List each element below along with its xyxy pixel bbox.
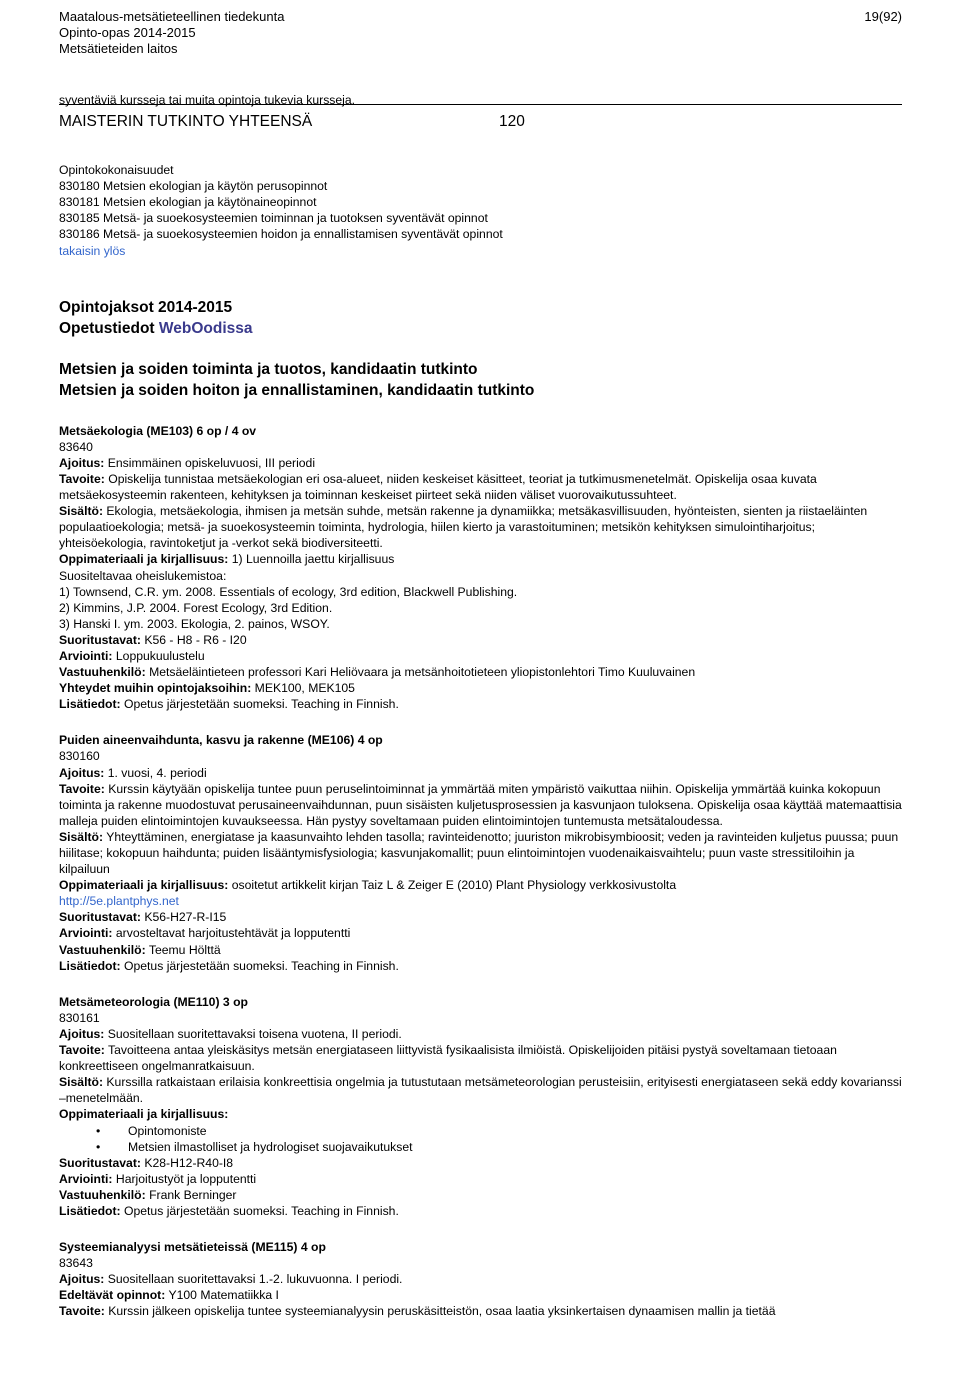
back-to-top-link[interactable]: takaisin ylös — [59, 243, 126, 258]
list-item: • Metsien ilmastolliset ja hydrologiset suojavaikutukset — [59, 1139, 902, 1155]
course-title: Puiden aineenvaihdunta, kasvu ja rakenne (ME106) 4 op — [59, 733, 383, 748]
module-item: 830185 Metsä- ja suoekosysteemien toiminnan ja tuotoksen syventävät opinnot — [59, 211, 488, 226]
course-goal: Tavoite: Kurssin käytyään opiskelija tuntee puun peruselintoiminnat ja ymmärtää miten ympäristö vaikuttaa niihin. Opiskelija ymmärtää kuinka kokopuun toiminta ja rakenne muodostuvat perusaineenvaihdunnan, puun sisäisten kuljetusprosessien ja kasvunjaon tuloksena. Opiskelija osaa käyttää matemaattisia malleja puiden elintoimintojen kuvaukseessa. Hän pystyy soveltamaan puiden elintoimintojen tuntemusta metsätaloudessa. — [59, 781, 902, 828]
course-title: Metsämeteorologia (ME110) 3 op — [59, 994, 248, 1009]
module-item: 830180 Metsien ekologian ja käytön perusopinnot — [59, 179, 328, 194]
course-connections: Yhteydet muihin opintojaksoihin: MEK100, MEK105 — [59, 681, 355, 696]
study-modules — [59, 162, 902, 259]
course-goal: Tavoite: Opiskelija tunnistaa metsäekologian eri osa-alueet, niiden keskeiset käsitteet, teoriat ja tutkimusmenetelmät. Opiskelija osaa kuvata metsäekosysteemin rakenteen, kehityksen ja toiminnan keskeiset piirteet sekä niiden väliset vuorovaikutussuhteet. — [59, 471, 817, 503]
module-item: 830181 Metsien ekologian ja käytönaineopinnot — [59, 195, 317, 210]
course-content: Sisältö: Kurssilla ratkaistaan erilaisia konkreettisia ongelmia ja tutustutaan metsämeteorologian perusteisiin, erityisesti energiataseen sekä eddy kovarianssi –menetelmään. — [59, 1075, 902, 1106]
course-code: 83643 — [59, 1256, 93, 1271]
course-title: Metsäekologia (ME103) 6 op / 4 ov — [59, 423, 257, 438]
course-timing: Ajoitus: Suositellaan suoritettavaksi toisena vuotena, II periodi. — [59, 1026, 402, 1041]
course-title: Systeemianalyysi metsätieteissä (ME115) 4 op — [59, 1240, 326, 1255]
course-puiden-aineenvaihdunta — [59, 732, 902, 973]
header-divider — [59, 104, 902, 105]
course-completion: Suoritustavat: K56-H27-R-I15 — [59, 910, 227, 925]
study-modules-title: Opintokokonaisuudet — [59, 163, 174, 178]
course-completion: Suoritustavat: K28-H12-R40-I8 — [59, 1155, 234, 1170]
degree-total — [59, 112, 902, 132]
page-content — [59, 92, 902, 1320]
header-faculty: Maatalous-metsätieteellinen tiedekunta — [59, 9, 285, 24]
course-assessment: Arviointi: Loppukuulustelu — [59, 648, 205, 663]
course-timing: Ajoitus: Ensimmäinen opiskeluvuosi, III periodi — [59, 455, 316, 470]
course-additional-info: Lisätiedot: Opetus järjestetään suomeksi. Teaching in Finnish. — [59, 1203, 399, 1218]
course-goal: Tavoite: Kurssin jälkeen opiskelija tuntee systeemianalyysin peruskäsitteistön, osaa laatia yksinkertaisen dynaamisen mallin ja tietää — [59, 1304, 776, 1319]
intro-text: syventäviä kursseja tai muita opintoja tukevia kursseja. — [59, 93, 356, 107]
courses-title: Opintojaksot 2014-2015 — [59, 298, 233, 316]
reference-item: 2) Kimmins, J.P. 2004. Forest Ecology, 3rd Edition. — [59, 600, 333, 615]
course-timing: Ajoitus: 1. vuosi, 4. periodi — [59, 765, 207, 780]
degree-total-value: 120 — [499, 113, 525, 131]
programs-heading — [59, 359, 902, 401]
course-additional-info: Lisätiedot: Opetus järjestetään suomeksi. Teaching in Finnish. — [59, 697, 399, 712]
module-item: 830186 Metsä- ja suoekosysteemien hoidon ja ennallistamisen syventävät opinnot — [59, 227, 503, 242]
list-item: • Opintomoniste — [59, 1123, 902, 1139]
reference-item: 1) Townsend, C.R. ym. 2008. Essentials of ecology, 3rd edition, Blackwell Publishing. — [59, 584, 518, 599]
program-title: Metsien ja soiden hoiton ja ennallistaminen, kandidaatin tutkinto — [59, 381, 535, 399]
course-completion: Suoritustavat: K56 - H8 - R6 - I20 — [59, 632, 247, 647]
course-code: 830160 — [59, 749, 100, 764]
teaching-info-label: Opetustiedot — [59, 319, 155, 337]
plantphys-link[interactable]: http://5e.plantphys.net — [59, 894, 179, 909]
recommended-reading-label: Suositeltavaa oheislukemistoa: — [59, 568, 227, 583]
course-metsaekologia — [59, 423, 902, 713]
header-guide: Opinto-opas 2014-2015 — [59, 25, 196, 40]
course-goal: Tavoite: Tavoitteena antaa yleiskäsitys metsän energiataseen liittyvistä fysikaalisista ilmiöistä. Opiskelijoiden pitäisi pystyä soveltamaan tietoaan konkreettiseen ongelmanratkaisuun. — [59, 1043, 837, 1074]
program-title: Metsien ja soiden toiminta ja tuotos, kandidaatin tutkinto — [59, 360, 478, 378]
course-code: 830161 — [59, 1010, 100, 1025]
page-header — [59, 9, 902, 57]
course-content: Sisältö: Ekologia, metsäekologia, ihmisen ja metsän suhde, metsän rakenne ja dynamiikka; metsäkasvillisuuden, hyönteisten, sienten ja riistaeläinten populaatioekologia; metsä- ja suoekosysteemin toiminta, hydrologia, hiilen kierto ja varastoituminen; metsikön kehityksen simulointiharjoitus; yhteisöekologia, ravintoketjut ja -verkot sekä biodiversiteetti. — [59, 504, 868, 551]
weboodi-link[interactable]: WebOodissa — [158, 319, 253, 337]
degree-total-label: MAISTERIN TUTKINTO YHTEENSÄ — [59, 113, 313, 131]
course-assessment: Arviointi: arvosteltavat harjoitustehtävät ja lopputentti — [59, 926, 351, 941]
materials-list — [59, 1123, 902, 1155]
course-materials: Oppimateriaali ja kirjallisuus: 1) Luennoilla jaettu kirjallisuus — [59, 552, 395, 567]
teaching-info-line — [59, 318, 902, 339]
course-responsible: Vastuuhenkilö: Metsäeläintieteen professori Kari Heliövaara ja metsänhoitotieteen yliopistonlehtori Timo Kuuluvainen — [59, 665, 696, 680]
course-prerequisites: Edeltävät opinnot: Y100 Matematiikka I — [59, 1288, 279, 1303]
course-responsible: Vastuuhenkilö: Frank Berninger — [59, 1187, 237, 1202]
course-responsible: Vastuuhenkilö: Teemu Hölttä — [59, 942, 221, 957]
course-assessment: Arviointi: Harjoitustyöt ja lopputentti — [59, 1171, 257, 1186]
course-materials-label: Oppimateriaali ja kirjallisuus: — [59, 1107, 229, 1122]
header-department: Metsätieteiden laitos — [59, 41, 178, 56]
courses-heading — [59, 297, 902, 339]
course-metsameteorologia — [59, 994, 902, 1219]
course-code: 83640 — [59, 439, 93, 454]
reference-item: 3) Hanski I. ym. 2003. Ekologia, 2. painos, WSOY. — [59, 616, 330, 631]
course-additional-info: Lisätiedot: Opetus järjestetään suomeksi. Teaching in Finnish. — [59, 958, 399, 973]
course-timing: Ajoitus: Suositellaan suoritettavaksi 1.-2. lukuvuonna. I periodi. — [59, 1272, 403, 1287]
course-content: Sisältö: Yhteyttäminen, energiatase ja kaasunvaihto lehden tasolla; ravinteidenotto; juuriston mikrobisymbioosit; veden ja ravinteiden kuljetus puussa; puun hiilitase; kokopuun haihdunta; puiden lisääntymisfysiologia; kasvunjakomallit; puun elintoimintojen vuodenaikaisvaihtelu; puun vaste stressitiloihin ja kilpailuun — [59, 829, 899, 877]
course-materials: Oppimateriaali ja kirjallisuus: osoitetut artikkelit kirjan Taiz L & Zeiger E (2010) Plant Physiology verkkosivustolta — [59, 878, 677, 893]
course-systeemianalyysi — [59, 1239, 902, 1319]
page-number: 19(92) — [864, 9, 902, 24]
